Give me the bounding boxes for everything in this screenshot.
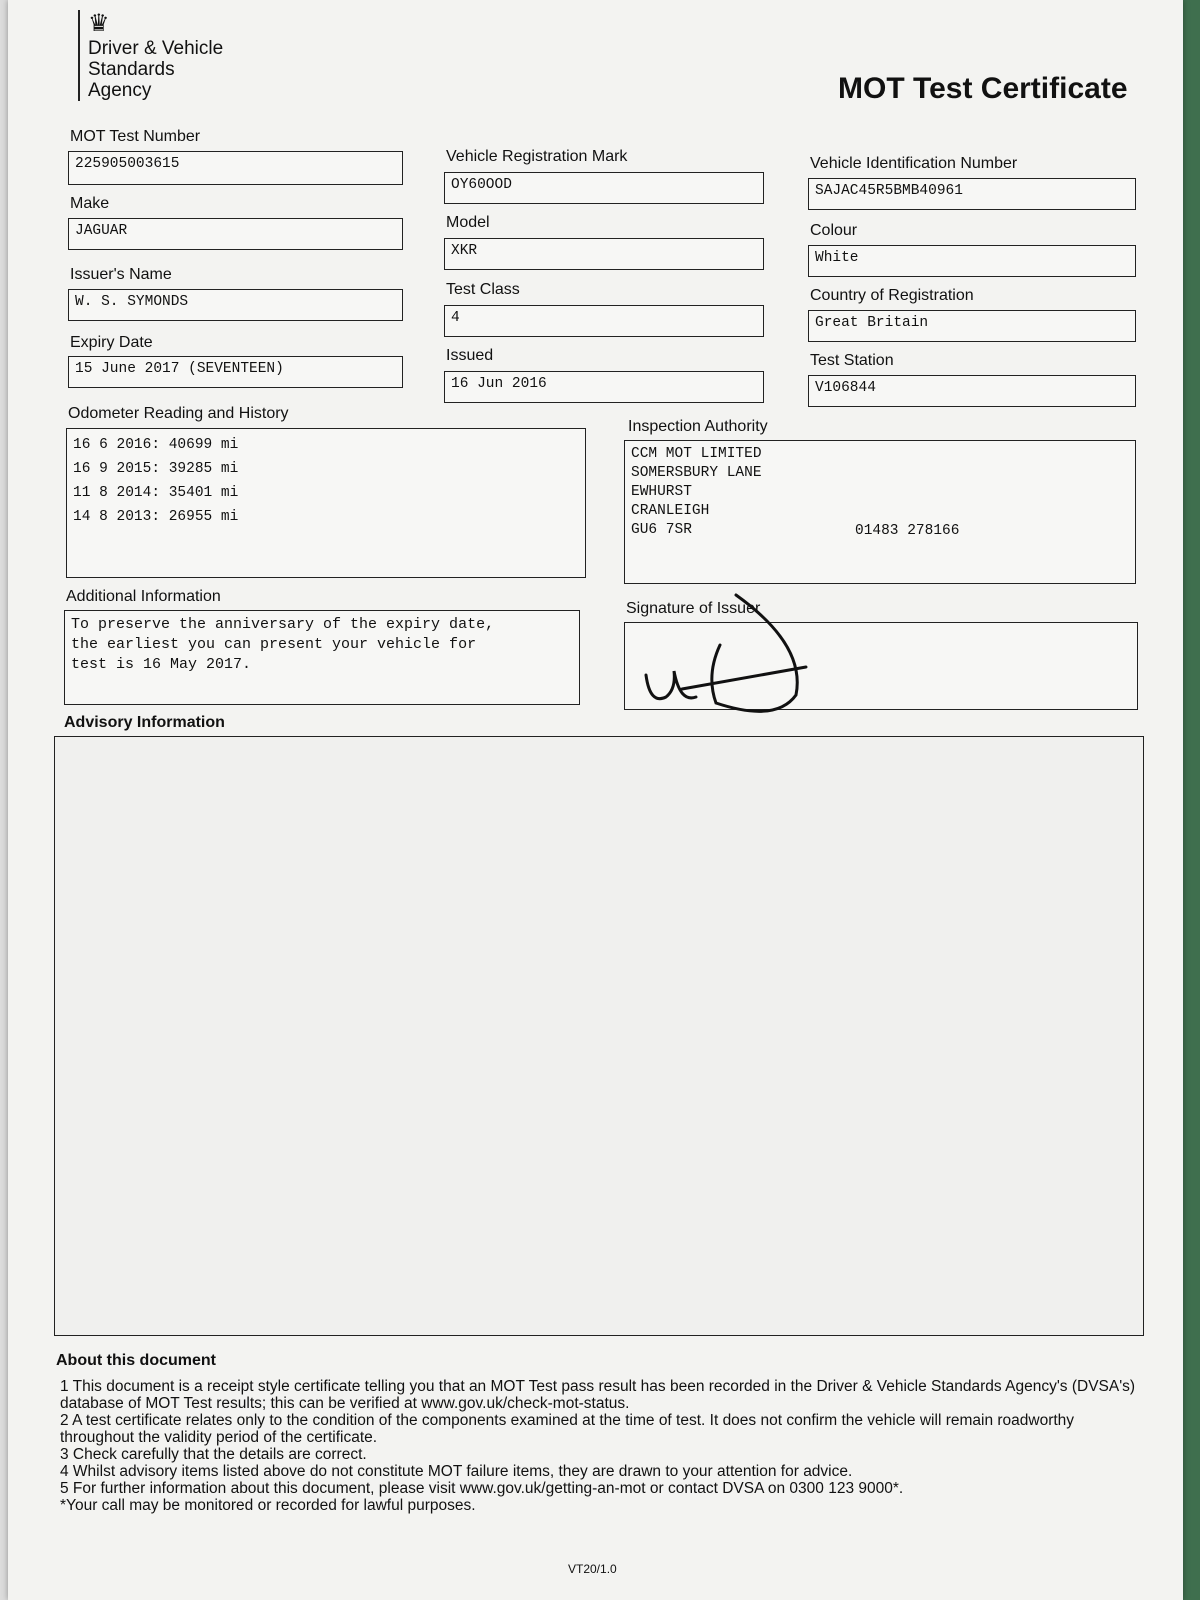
odometer-entry: 11 8 2014: 35401 mi [73,485,239,501]
additional-info-box: To preserve the anniversary of the expiry date, the earliest you can present your vehicle for test is 16 May 2017. [64,610,580,705]
colour-label: Colour [810,222,858,239]
agency-line-1: Driver & Vehicle [88,38,224,59]
make-field: JAGUAR [68,218,403,250]
make-label: Make [70,195,110,212]
mot-test-number-label: MOT Test Number [70,128,201,145]
form-code: VT20/1.0 [568,1562,617,1576]
issuer-name-field: W. S. SYMONDS [68,289,403,321]
odometer-entry: 16 6 2016: 40699 mi [73,437,239,453]
address-line: CCM MOT LIMITED [631,446,762,462]
about-item: 4 Whilst advisory items listed above do not constitute MOT failure items, they are drawn to your attention for advice. [60,1463,853,1480]
address-line: EWHURST [631,484,692,500]
test-station-field: V106844 [808,375,1136,407]
handwritten-signature-icon [636,585,836,725]
issued-field: 16 Jun 2016 [444,371,764,403]
address-line: CRANLEIGH [631,503,710,519]
additional-info-label: Additional Information [66,588,221,605]
colour-field: White [808,245,1136,277]
test-station-label: Test Station [810,352,894,369]
mot-certificate-page [8,0,1183,1600]
about-item: 2 A test certificate relates only to the condition of the components examined at the time of test. It does not confirm the vehicle will remain roadworthy throughout the validity period of the certificate. [60,1412,1075,1446]
advisory-label: Advisory Information [64,714,225,731]
address-line: SOMERSBURY LANE [631,465,762,481]
country-field: Great Britain [808,310,1136,342]
about-heading: About this document [56,1352,216,1369]
odometer-entry: 16 9 2015: 39285 mi [73,461,239,477]
signature-label: Signature of Issuer [626,600,761,617]
advisory-box [54,736,1144,1336]
agency-line-3: Agency [88,80,152,101]
odometer-entry: 14 8 2013: 26955 mi [73,509,239,525]
issuer-name-label: Issuer's Name [70,266,172,283]
expiry-date-field: 15 June 2017 (SEVENTEEN) [68,356,403,388]
inspection-authority-box [624,440,1136,584]
address-line: GU6 7SR [631,522,692,538]
about-item: 5 For further information about this document, please visit www.gov.uk/getting-an-mot or contact DVSA on 0300 123 9000*. [60,1480,904,1497]
model-field: XKR [444,238,764,270]
odometer-label: Odometer Reading and History [68,405,289,422]
expiry-date-label: Expiry Date [70,334,153,351]
about-text [60,1378,1150,1514]
mot-test-number-field: 225905003615 [68,151,403,185]
vin-label: Vehicle Identification Number [810,155,1018,172]
test-class-label: Test Class [446,281,520,298]
vin-field: SAJAC45R5BMB40961 [808,178,1136,210]
test-class-field: 4 [444,305,764,337]
agency-logo [78,10,223,101]
model-label: Model [446,214,490,231]
inspection-phone: 01483 278166 [855,523,960,539]
royal-crest-icon: ♛ [88,10,110,37]
about-item: 3 Check carefully that the details are correct. [60,1446,367,1463]
inspection-authority-label: Inspection Authority [628,418,768,435]
odometer-history-box [66,428,586,578]
issued-label: Issued [446,347,494,364]
agency-line-2: Standards [88,59,175,80]
registration-label: Vehicle Registration Mark [446,148,628,165]
about-item: 1 This document is a receipt style certificate telling you that an MOT Test pass result has been recorded in the Driver & Vehicle Standards Agency's (DVSA's) database of MOT Test results; this can be verified at www.gov.uk/check-mot-status. [60,1378,1136,1412]
registration-field: OY60OOD [444,172,764,204]
country-label: Country of Registration [810,287,974,304]
about-note: *Your call may be monitored or recorded for lawful purposes. [60,1497,476,1514]
page-title: MOT Test Certificate [838,72,1128,105]
